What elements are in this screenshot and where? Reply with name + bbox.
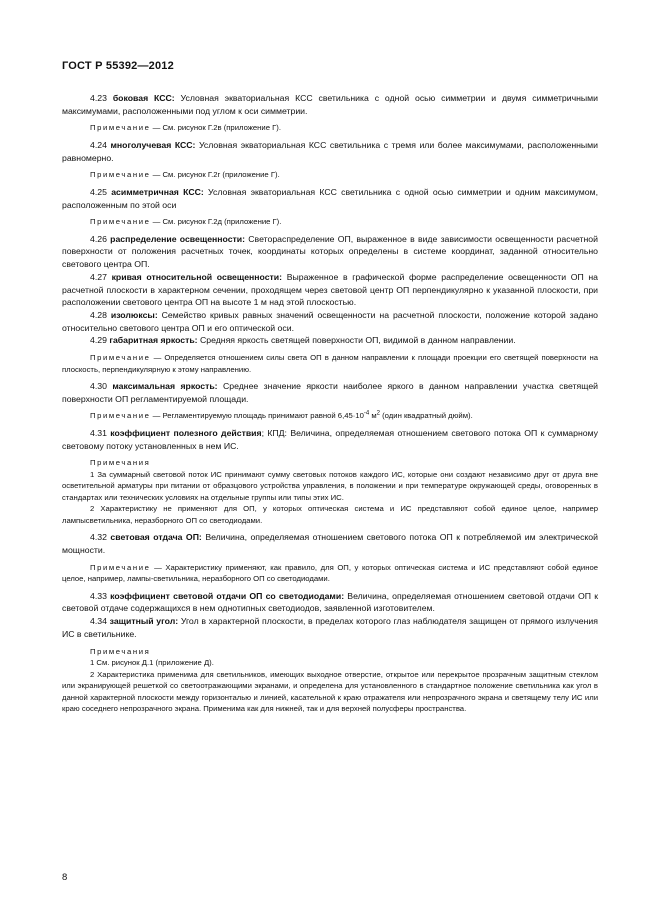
term: распределение освещенности: — [110, 233, 246, 244]
entry-4-28: 4.28 изолюксы: Семейство кривых равных значений освещенности на расчетной плоскости, положение которой задано относительно светового центра ОП и его оптической оси. — [62, 309, 598, 333]
note-4-34-item-1: 1 См. рисунок Д.1 (приложение Д). — [90, 658, 214, 668]
entry-4-31: 4.31 коэффициент полезного действия; КПД: Величина, определяемая отношением светового потока ОП к суммарному световому потоку установленных в нем ИС. — [62, 427, 599, 451]
entry-4-34: 4.34 защитный угол: Угол в характерной плоскости, в пределах которого глаз наблюдателя защищен от прямого излучения ИС в светильнике. — [62, 616, 598, 639]
entry-4-33: 4.33 коэффициент световой отдачи ОП со светодиодами: Величина, определяемая отношением световой отдачи ОП к световой отдаче содержащихся в нем однотипных светодиодов, заявленной изготовителем. — [62, 590, 598, 614]
term: асимметричная КСС: — [111, 186, 204, 197]
term: изолюксы: — [110, 309, 158, 320]
document-header: ГОСТ Р 55392—2012 — [62, 60, 174, 72]
entry-4-30: 4.30 максимальная яркость: Среднее значение яркости наиболее яркого в данном направлении участка светящей поверхности ОП регламентируемой площади. — [62, 381, 598, 404]
note-4-24: Примечание — См. рисунок Г.2г (приложение Г). — [90, 170, 280, 180]
term: габаритная яркость: — [109, 335, 198, 346]
note-4-30: Примечание — Регламентируемую площадь принимают равной $6,45\cdot 10^{-4}$ $м^2$ (один квадратный дюйм). — [90, 410, 473, 421]
note-4-31-label: Примечания — [90, 458, 151, 468]
term: многолучевая КСС: — [110, 139, 196, 150]
term: коэффициент световой отдачи ОП со светодиодами: — [110, 590, 345, 601]
note-4-34-item-2: 2 Характеристика применима для светильников, имеющих выходное отверстие, открытое или перекрытое прозрачным защитным стеклом или экранирующей решеткой со светоотражающими экранами, и определена для установленного в стандартное положение светильника как угол в данной характерной плоскости между горизонталью и линией, касательной к краю отражателя или непрозрачного экрана и светящему телу ИС или краю соседнего непрозрачного экрана. Применима как для нижней, так и для верхней полусферы пространства. — [62, 669, 598, 714]
note-4-29: Примечание — Определяется отношением силы света ОП в данном направлении к площади проекции его светящей поверхности на плоскость, перпендикулярную к этому направлению. — [62, 353, 598, 374]
term: коэффициент полезного действия — [110, 427, 262, 438]
entry-4-23: 4.23 боковая КСС: Условная экваториальная КСС светильника с одной осью симметрии и двумя симметричными максимумами, расположенными под углом к оси симметрии. — [62, 93, 598, 116]
term: максимальная яркость: — [112, 381, 218, 392]
term: защитный угол: — [109, 616, 179, 627]
entry-4-27: 4.27 кривая относительной освещенности: Выраженное в графической форме распределение освещенности ОП на расчетной плоскости в характерном сечении, проходящем через световой центр ОП перпендикулярно к указанной плоскости, при расположении светового центра ОП на высоте 1 м над этой плоскостью. — [62, 271, 598, 308]
term: боковая КСС: — [112, 93, 175, 103]
note-4-25: Примечание — См. рисунок Г.2д (приложение Г). — [90, 217, 282, 227]
note-4-23: Примечание — См. рисунок Г.2в (приложение Г). — [90, 123, 281, 133]
term: световая отдача ОП: — [110, 532, 202, 543]
document-body — [62, 92, 598, 715]
entry-4-26: 4.26 распределение освещенности: Светораспределение ОП, выраженное в виде зависимости освещенности расчетной поверхности от положения расчетных точек, координаты которых определены в системе координат, заданной относительно светового центра ОП. — [62, 233, 598, 270]
note-4-32: Примечание — Характеристику применяют, как правило, для ОП, у которых оптическая система и ИС представляют собой единое целое, например, лампы-светильника, неразборного ОП со светодиодами. — [62, 562, 598, 584]
entry-4-25: 4.25 асимметричная КСС: Условная экваториальная КСС светильника с одной осью симметрии и одним максимумом, расположенным по этой оси — [62, 186, 598, 210]
note-4-31-item-1: 1 За суммарный световой поток ИС принимают сумму световых потоков каждого ИС, которые они создают независимо друг от друга вне осветительной арматуры при питании от образцового устройства управления, в положении и при температуре окружающей среды, оговоренных в стандартах или технических условиях на отдельные группы или типы этих ИС. — [62, 469, 598, 502]
page-number: 8 — [62, 872, 68, 883]
note-4-34-label: Примечания — [90, 646, 151, 656]
entry-4-29: 4.29 габаритная яркость: Средняя яркость светящей поверхности ОП, видимой в данном направлении. — [90, 335, 516, 346]
term: кривая относительной освещенности: — [111, 271, 283, 282]
entry-4-32: 4.32 световая отдача ОП: Величина, определяемая отношением светового потока ОП к потребляемой им электрической мощности. — [62, 532, 598, 556]
entry-4-24: 4.24 многолучевая КСС: Условная экваториальная КСС светильника с тремя или более максимумами, расположенными равномерно. — [62, 139, 598, 163]
note-4-31-item-2: 2 Характеристику не применяют для ОП, у которых оптическая система и ИС представляют собой единое целое, например лампысветильника, неразборного ОП со светодиодами. — [62, 504, 598, 525]
